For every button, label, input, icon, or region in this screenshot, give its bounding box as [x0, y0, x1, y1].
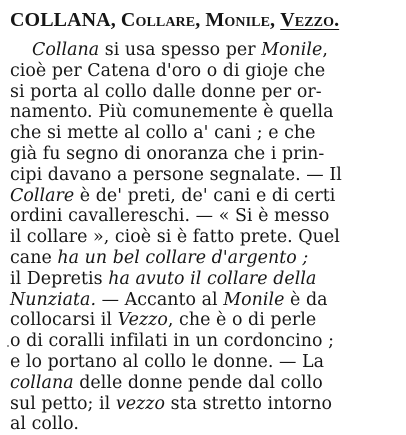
body-line — [10, 373, 405, 394]
text-run: cane — [10, 247, 58, 268]
text-run: ordini cavallereschi. — « Si è messo — [10, 206, 330, 227]
text-run: , che è o di perle — [167, 310, 317, 331]
headword-term-collare: Collare, — [120, 9, 201, 31]
text-run: già fu segno di onoranza che i prin- — [10, 143, 325, 164]
italic-text: ha avuto il collare della — [108, 268, 317, 289]
body-line — [10, 186, 405, 207]
body-line — [10, 40, 405, 61]
italic-text: Nunziata. — [10, 289, 97, 310]
italic-text: Collare — [10, 185, 75, 206]
body-line — [10, 290, 405, 311]
text-run: cioè per Catena d'oro o di gioje che — [10, 60, 326, 81]
italic-text: Monile — [223, 289, 285, 310]
body-line — [10, 123, 405, 144]
body-line — [10, 165, 405, 186]
text-run: sta stretto intorno — [165, 393, 333, 414]
text-run: il Depretis — [10, 268, 109, 289]
italic-text: vezzo — [115, 393, 165, 414]
body-line — [10, 102, 405, 123]
body-line — [10, 269, 405, 290]
text-run: e lo portano al collo le donne. — La — [10, 351, 325, 372]
text-run: è da — [284, 289, 328, 310]
text-run: cipi davano a persone segnalate. — Il — [10, 164, 342, 185]
body-line — [10, 352, 405, 373]
body-line — [10, 61, 405, 82]
text-run: che si mette al collo a' cani ; e che — [10, 123, 316, 144]
headword-term-collana: COLLANA, — [10, 9, 116, 31]
text-run: collocarsi il — [10, 310, 118, 331]
italic-text: collana — [10, 372, 74, 393]
body-line — [10, 206, 405, 227]
text-run: — Accanto al — [96, 289, 224, 310]
body-line — [10, 310, 405, 331]
text-run: delle donne pende dal collo — [73, 372, 323, 393]
body-line — [10, 144, 405, 165]
entry-headword — [10, 9, 339, 32]
entry-body-text — [10, 40, 405, 435]
italic-text: Monile — [261, 40, 323, 60]
body-line — [10, 227, 405, 248]
print-speck — [7, 345, 9, 347]
text-run: sul petto; il — [10, 393, 116, 414]
headword-term-monile: Monile, — [205, 9, 276, 31]
body-line — [10, 394, 405, 415]
text-run: è de' preti, de' cani e di certi — [74, 185, 336, 206]
text-run: o di coralli infilati in un cordoncino ; — [10, 331, 334, 352]
headword-term-vezzo: Vezzo. — [280, 9, 340, 31]
text-run: il collare », cioè si è fatto prete. Quel — [10, 227, 340, 248]
text-run: namento. Più comunemente è quella — [10, 102, 334, 123]
italic-text: Vezzo — [117, 310, 168, 331]
body-line — [10, 331, 405, 352]
text-run: si usa spesso per — [99, 40, 262, 60]
italic-text: Collana — [32, 40, 100, 60]
body-line — [10, 82, 405, 103]
text-run: al collo. — [10, 414, 79, 435]
italic-text: ha un bel collare d'argento ; — [57, 247, 309, 268]
text-run: si porta al collo dalle donne per or- — [10, 81, 322, 102]
body-line — [10, 248, 405, 269]
text-run: , — [322, 40, 328, 60]
